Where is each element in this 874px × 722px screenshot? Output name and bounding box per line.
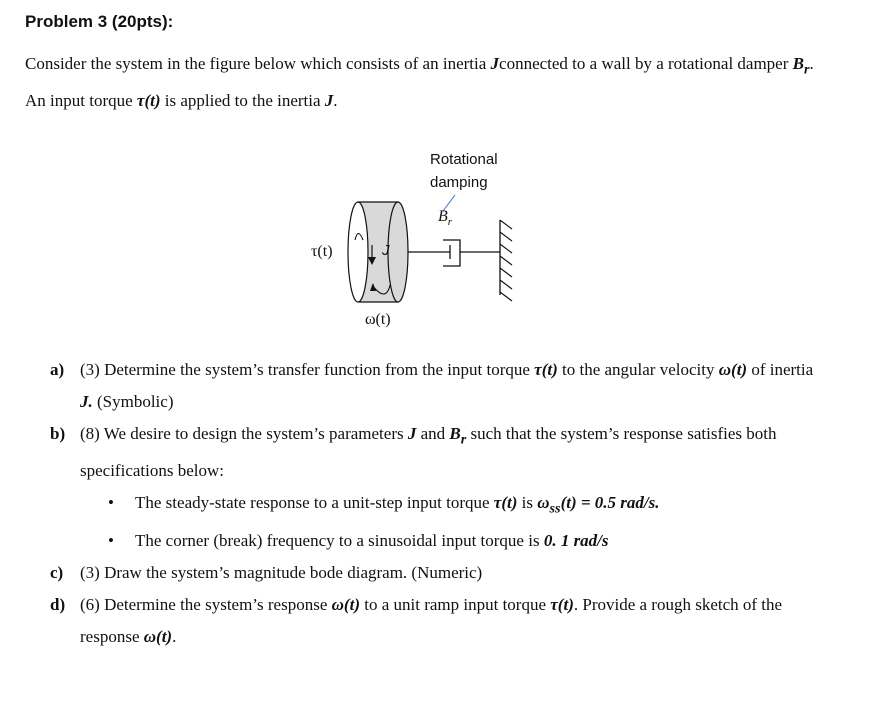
bullet: • [108,530,114,550]
inertia-back-face [388,202,408,302]
question-list [50,354,820,653]
damper-label: $B_r$ [438,208,453,229]
question-c: c) (3) Draw the system’s magnitude bode diagram. (Numeric) [50,562,483,582]
question-b-spec-1: • The steady-state response to a unit-step input torque τ(t) is $\omega_{ss}(t) = 0.5$ rad/s. [50,487,820,524]
figure-label-line2: damping [430,174,488,191]
damper-cylinder [443,240,460,266]
problem-title: Problem 3 (20pts): [25,12,174,31]
system-figure [300,145,560,345]
problem-intro: Consider the system in the figure below which consists of an inertia Jconnected to a wall by a rotational damper $B_r$. An input torque τ(t) is applied to the inertia J. [25,54,814,111]
inertia-front-face [348,202,368,302]
bullet: • [108,493,114,513]
figure-label-line1: Rotational [430,151,498,168]
wall-hatching [500,220,512,301]
question-b: b) (8) We desire to design the system’s parameters J and $B_r$ such that the system’s response satisfies both specifications below: [50,424,777,481]
inertia-label: J [382,242,390,259]
torque-label: τ(t) [311,243,333,260]
question-d: d) (6) Determine the system’s response ω(t) to a unit ramp input torque τ(t). Provide a rough sketch of the response ω(t). [50,594,783,646]
omega-label: ω(t) [365,311,391,328]
question-a: a) (3) Determine the system’s transfer function from the input torque τ(t) to the angular velocity ω(t) of inertia J. (Symbolic) [50,360,814,411]
question-b-spec-2: • The corner (break) frequency to a sinusoidal input torque is 0. 1 rad/s [50,525,820,557]
